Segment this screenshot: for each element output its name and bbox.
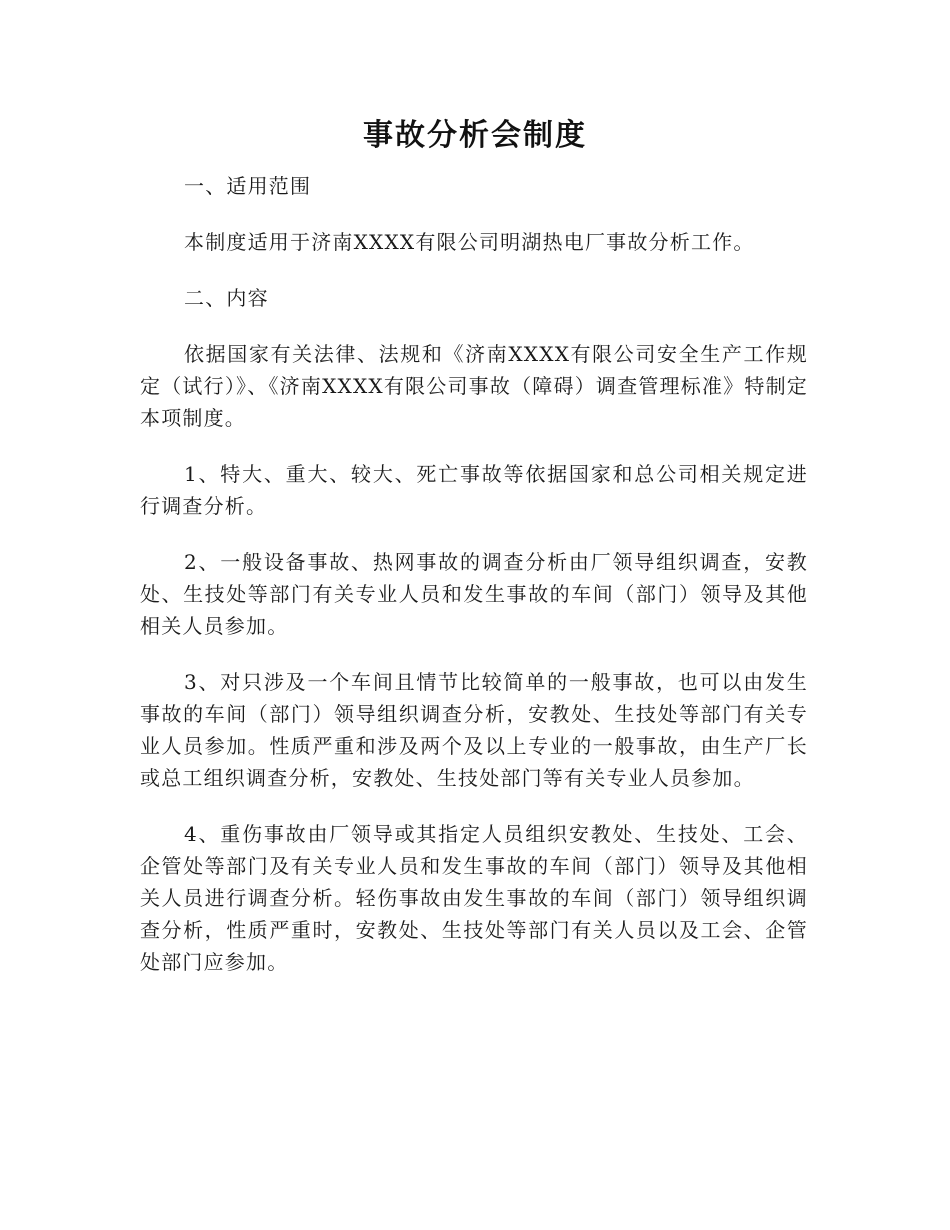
paragraph-item-2: 2、一般设备事故、热网事故的调查分析由厂领导组织调查，安教处、生技处等部门有关专业人员和发生事故的车间（部门）领导及其他相关人员参加。 (140, 550, 808, 638)
section-heading-scope: 一、适用范围 (184, 174, 312, 198)
section-heading-content: 二、内容 (184, 286, 269, 310)
paragraph-item-3: 3、对只涉及一个车间且情节比较简单的一般事故，也可以由发生事故的车间（部门）领导组织调查分析，安教处、生技处等部门有关专业人员参加。性质严重和涉及两个及以上专业的一般事故，由生产厂长或总工组织调查分析，安教处、生技处部门等有关专业人员参加。 (140, 670, 808, 790)
document-title: 事故分析会制度 (363, 118, 587, 153)
paragraph-item-4: 4、重伤事故由厂领导或其指定人员组织安教处、生技处、工会、企管处等部门及有关专业人员和发生事故的车间（部门）领导及其他相关人员进行调查分析。轻伤事故由发生事故的车间（部门）领导组织调查分析，性质严重时，安教处、生技处等部门有关人员以及工会、企管处部门应参加。 (140, 822, 808, 974)
paragraph-item-1: 1、特大、重大、较大、死亡事故等依据国家和总公司相关规定进行调查分析。 (140, 462, 808, 518)
document-body (140, 170, 808, 1002)
paragraph-basis: 依据国家有关法律、法规和《济南XXXX有限公司安全生产工作规定（试行）》、《济南XXXX有限公司事故（障碍）调查管理标准》特制定本项制度。 (140, 342, 808, 430)
paragraph-scope: 本制度适用于济南XXXX有限公司明湖热电厂事故分析工作。 (184, 230, 755, 254)
